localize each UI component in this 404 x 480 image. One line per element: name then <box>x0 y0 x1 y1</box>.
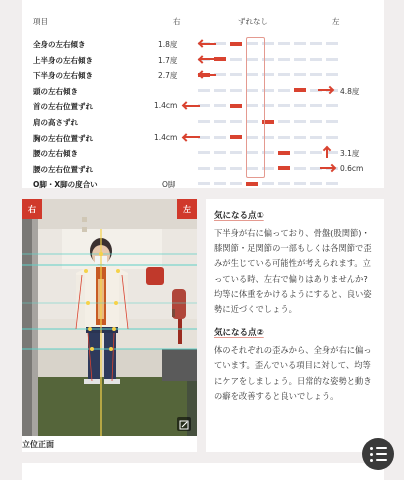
header-left: 左 <box>332 17 340 26</box>
scale-segment <box>294 182 306 185</box>
scale-segment <box>326 104 338 107</box>
left-deviation-arrow-icon <box>320 164 335 173</box>
right-deviation-arrow-icon <box>198 55 218 64</box>
right-deviation-arrow-icon <box>182 101 202 110</box>
scale-segment <box>278 136 290 139</box>
row-value-right: 1.4cm <box>154 132 178 142</box>
photo-caption: 立位正面 <box>22 440 54 449</box>
right-deviation-arrow-icon <box>198 39 218 48</box>
scale-segment <box>214 104 226 107</box>
scale-segment <box>230 89 242 92</box>
posture-deviation-table <box>22 0 384 188</box>
scale-segment <box>262 182 274 185</box>
header-item: 項目 <box>33 17 48 26</box>
header-no-deviation: ずれなし <box>238 17 268 26</box>
badge-left: 左 <box>177 199 197 219</box>
deviation-marker <box>230 104 242 108</box>
right-deviation-arrow-icon <box>182 133 202 142</box>
next-section-card <box>22 463 384 480</box>
scale-segment <box>198 151 210 154</box>
row-value-left: 4.8度 <box>340 86 360 96</box>
standing-front-photo[interactable] <box>22 199 197 436</box>
scale-segment <box>230 151 242 154</box>
row-value-left: 0.6cm <box>340 163 364 173</box>
row-value-right: 1.4cm <box>154 101 178 111</box>
scale-segment <box>214 136 226 139</box>
expand-photo-icon[interactable] <box>177 417 191 431</box>
row-label: 全身の左右傾き <box>33 40 86 49</box>
scale-segment <box>326 58 338 61</box>
row-value-left: 3.1度 <box>340 149 360 159</box>
scale-segment <box>198 89 210 92</box>
no-deviation-highlight <box>246 37 265 178</box>
concern-2-text: 体のそれぞれの歪みから、全身が右に偏っています。歪んでいる項目に対して、均等にケアをしましょう。日常的な姿勢と動きの癖を改善すると良いでしょう。 <box>214 345 372 401</box>
scale-segment <box>278 104 290 107</box>
scale-segment <box>326 120 338 123</box>
deviation-marker <box>278 166 290 170</box>
scale-segment <box>230 58 242 61</box>
tilt-arrow-icon <box>322 146 332 158</box>
scale-segment <box>310 73 322 76</box>
concerns-card <box>206 199 384 452</box>
scale-segment <box>310 120 322 123</box>
row-label: 肩の高さずれ <box>33 118 78 127</box>
scale-segment <box>294 167 306 170</box>
scale-segment <box>278 182 290 185</box>
scale-segment <box>326 182 338 185</box>
right-deviation-arrow-icon <box>198 70 218 79</box>
deviation-marker <box>294 88 306 92</box>
scale-segment <box>326 136 338 139</box>
scale-segment <box>310 136 322 139</box>
scale-segment <box>310 151 322 154</box>
row-label: 頭の左右傾き <box>33 86 78 96</box>
scale-segment <box>278 73 290 76</box>
scale-segment <box>214 182 226 185</box>
scale-segment <box>310 42 322 45</box>
row-label: O脚・X脚の度合い <box>33 180 98 190</box>
scale-segment <box>198 120 210 123</box>
scale-segment <box>278 58 290 61</box>
row-label: 上半身の左右傾き <box>33 55 93 65</box>
scale-segment <box>214 120 226 123</box>
row-label: 腰の左右位置ずれ <box>33 164 93 174</box>
scale-segment <box>326 42 338 45</box>
scale-segment <box>326 73 338 76</box>
concern-1-text: 下半身が右に偏っており、骨盤(股関節)・膝関節・足関節の一部もしくは各関節で歪みが生じている可能性が考えられます。立っている時、左右で偏りはありませんか?均等に体重をかけるようにすると、良い姿勢に近づくでしょう。 <box>214 228 372 315</box>
scale-segment <box>310 182 322 185</box>
scale-segment <box>278 42 290 45</box>
badge-right: 右 <box>22 199 42 219</box>
scale-segment <box>214 167 226 170</box>
menu-button[interactable] <box>362 438 394 470</box>
scale-segment <box>294 58 306 61</box>
deviation-marker <box>230 42 242 46</box>
scale-segment <box>214 89 226 92</box>
row-value-right: 1.7度 <box>158 55 178 65</box>
header-right: 右 <box>173 17 181 26</box>
scale-segment <box>278 120 290 123</box>
deviation-marker <box>278 151 290 155</box>
menu-icon <box>370 447 387 450</box>
scale-segment <box>294 73 306 76</box>
scale-segment <box>230 73 242 76</box>
scale-segment <box>294 104 306 107</box>
scale-segment <box>310 104 322 107</box>
scale-segment <box>230 182 242 185</box>
concern-2-title: 気になる点② <box>214 328 264 339</box>
row-label: 下半身の左右傾き <box>33 71 93 81</box>
scale-segment <box>278 89 290 92</box>
row-value-right: 2.7度 <box>158 71 178 81</box>
left-deviation-arrow-icon <box>318 86 335 95</box>
row-label: 腰の左右傾き <box>33 149 78 159</box>
scale-segment <box>214 151 226 154</box>
row-label: 首の左右位置ずれ <box>33 102 93 112</box>
scale-segment <box>294 42 306 45</box>
scale-segment <box>198 182 210 185</box>
scale-segment <box>230 167 242 170</box>
photo-illustration <box>22 199 197 436</box>
scale-segment <box>294 120 306 123</box>
posture-photo-card <box>22 199 197 452</box>
deviation-marker <box>230 135 242 139</box>
row-label: 胸の左右位置ずれ <box>33 133 93 143</box>
scale-segment <box>198 167 210 170</box>
scale-segment <box>294 151 306 154</box>
concern-1-title: 気になる点① <box>214 211 264 221</box>
scale-segment <box>294 136 306 139</box>
scale-segment <box>230 120 242 123</box>
row-value-right: O脚 <box>162 180 176 190</box>
row-value-right: 1.8度 <box>158 40 178 49</box>
scale-segment <box>310 58 322 61</box>
deviation-marker <box>246 182 258 186</box>
